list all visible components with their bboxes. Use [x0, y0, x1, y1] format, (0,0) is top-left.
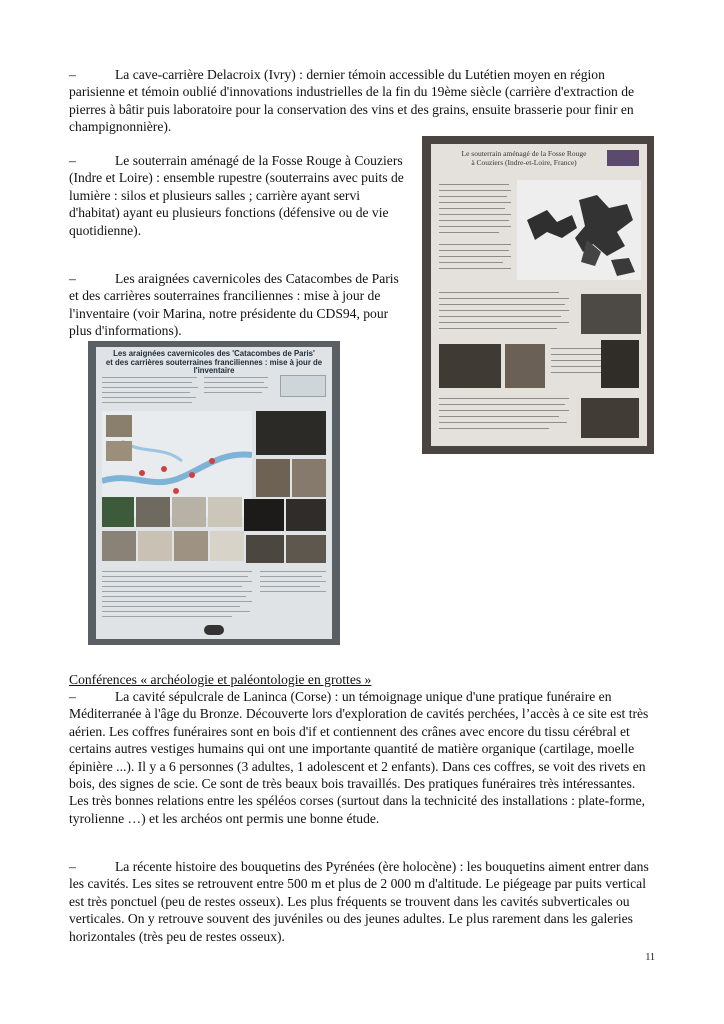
spider-photo-image [208, 497, 242, 527]
paragraph-text: La cavité sépulcrale de Laninca (Corse) : un témoignage unique d'une pratique funéraire en Méditerranée à l'âge du Bronze. Découverte lors d'exploration de cavités perchées, l’accès à ce site est très aérien. Les coffres funéraires sont en bois d'if et contiennent des crânes avec encore du tissu cérébral et certains autres vestiges humains qui ont une importante quantité de matière organique (cartilage, moelle épinière ...). Il y a 6 personnes (3 adultes, 1 adolescent et 2 enfants). Dans ces coffres, se voit des rivets en bois, des signes de scie. Ce sont de très beaux bois travaillés. Des pratiques funéraires très intéressantes. Les très bonnes relations entre les spéléos corses (surtout dans la technicité des installations : plate-forme, tyrolienne …) et les archéos ont permis une bonne étude. [69, 689, 649, 826]
spider-photo-image [136, 497, 170, 527]
bullet-dash: – [69, 271, 76, 286]
paragraph-laninca [69, 688, 651, 827]
bullet-dash: – [69, 67, 76, 82]
spider-photo-image [246, 535, 284, 563]
cave-photo-image [439, 344, 501, 388]
spider-photo-image [102, 497, 134, 527]
bullet-dash: – [69, 859, 76, 874]
bullet-dash: – [69, 153, 76, 168]
page-number: 11 [645, 952, 655, 963]
paragraph-bouquetins [69, 858, 651, 945]
paragraph-text: La récente histoire des bouquetins des Pyrénées (ère holocène) : les bouquetins aiment entrer dans les cavités. Les sites se retrouvent entre 500 m et plus de 2 000 m d'altitude. Le piégeage par puits vertical est très ponctuel (peu de restes osseux). Les plus fréquents se trouvent dans les cavités subverticales ou verticales. On y retrouve souvent des juvéniles ou des jeunes adultes. Le plus rarement dans les galeries horizontales (très peu de restes osseux). [69, 859, 649, 944]
spider-photo-image [256, 459, 290, 497]
poster-title: Les araignées cavernicoles des 'Catacombes de Paris' et des carrières souterraines franciliennes : mise à jour de l'inventaire [105, 349, 323, 376]
logo-image [204, 625, 224, 635]
paragraph-cave-delacroix [69, 66, 651, 136]
spider-photo-image [174, 531, 208, 561]
cave-photo-image [581, 398, 639, 438]
paragraph-text: La cave-carrière Delacroix (Ivry) : dernier témoin accessible du Lutétien moyen en région parisienne et témoin oublié d'innovations industrielles de la fin du 19ème siècle (carrière d'extraction de pierres à bâtir puis laboratoire pour la conservation des vins et des grains, ensuite brasserie pour finir en champignonnière). [69, 67, 635, 135]
spider-photo-image [210, 531, 244, 561]
poster-title: Le souterrain aménagé de la Fosse Rouge à Couziers (Indre-et-Loire, France) [461, 149, 587, 167]
paragraph-text: Les araignées cavernicoles des Catacombes de Paris et des carrières souterraines franciliennes : mise à jour de l'inventaire (voir Marina, notre présidente du CDS94, pour plus d'informations). [69, 271, 399, 339]
logo-image [280, 375, 326, 397]
spider-photo-image [244, 499, 284, 531]
cave-photo-image [505, 344, 545, 388]
bullet-dash: – [69, 689, 76, 704]
spider-photo-image [172, 497, 206, 527]
spider-photo-image [138, 531, 172, 561]
section-heading-conferences: Conférences « archéologie et paléontologie en grottes » [69, 672, 372, 687]
cave-photo-image [581, 294, 641, 334]
poster-sheet [96, 347, 332, 639]
spider-photo-image [256, 411, 326, 455]
spider-photo-image [102, 531, 136, 561]
poster-photo-araignees [88, 341, 340, 645]
spider-photo-image [292, 459, 326, 497]
paragraph-fosse-rouge [69, 152, 409, 239]
cave-plan-image [517, 180, 641, 280]
logo-image [607, 150, 639, 166]
paragraph-araignees [69, 270, 409, 340]
spider-photo-image [286, 499, 326, 531]
spider-photo-image [286, 535, 326, 563]
paragraph-text: Le souterrain aménagé de la Fosse Rouge à Couziers (Indre et Loire) : ensemble rupestre (souterrains avec puits de lumière : silos et plusieurs salles ; carrière ayant servi d'habitat) ayant eu plusieurs fonctions (défensive ou de vie quotidienne). [69, 153, 404, 238]
poster-sheet [431, 144, 647, 446]
cave-photo-image [601, 340, 639, 388]
poster-photo-fosse-rouge [422, 136, 654, 454]
